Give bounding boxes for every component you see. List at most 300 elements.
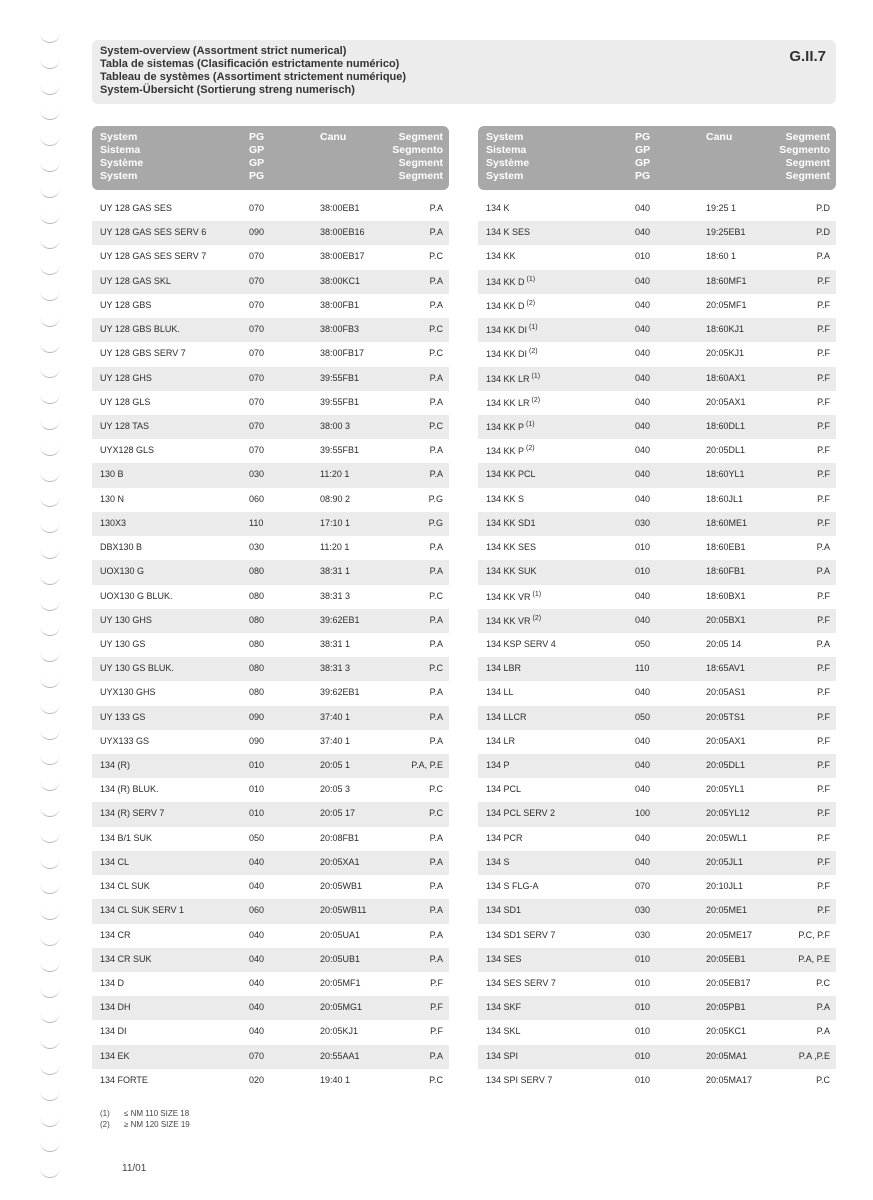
page-code: G.II.7 [789, 48, 826, 65]
cell-pg: 040 [635, 784, 651, 795]
table-row [478, 367, 836, 391]
cell-canu: 20:05AS1 [706, 687, 746, 698]
cell-canu: 08:90 2 [320, 493, 351, 504]
binding-ring [40, 983, 60, 998]
cell-segment: P.F [817, 808, 830, 819]
header-system: System Sistema Système System [486, 131, 530, 182]
cell-pg: 040 [249, 881, 265, 892]
table-row [478, 1020, 836, 1044]
table-row [92, 1069, 449, 1093]
table-row [478, 827, 836, 851]
cell-segment: P.A [429, 905, 443, 916]
cell-canu: 20:05TS1 [706, 711, 746, 722]
cell-pg: 010 [635, 953, 651, 964]
cell-canu: 38:31 3 [320, 663, 351, 674]
table-row [92, 754, 449, 778]
cell-segment: P.A [429, 832, 443, 843]
cell-segment: P.A [429, 687, 443, 698]
cell-system: 134 B/1 SUK [100, 832, 153, 843]
cell-canu: 20:05WL1 [706, 832, 748, 843]
cell-canu: 39:55FB1 [320, 372, 360, 383]
table-row [478, 294, 836, 318]
binding-ring [40, 725, 60, 740]
cell-pg: 010 [635, 251, 651, 262]
table-row [92, 391, 449, 415]
cell-pg: 020 [249, 1074, 265, 1085]
cell-canu: 20:05MA17 [706, 1074, 753, 1085]
binding-ring [40, 854, 60, 869]
cell-segment: P.A [816, 1026, 830, 1037]
cell-system: 130 B [100, 469, 124, 480]
cell-pg: 030 [635, 517, 651, 528]
table-row [92, 875, 449, 899]
table-row [478, 924, 836, 948]
cell-segment: P.F [430, 1002, 443, 1013]
cell-segment: P.F [817, 856, 830, 867]
cell-segment: P.A [816, 251, 830, 262]
cell-pg: 030 [249, 542, 265, 553]
cell-pg: 030 [635, 929, 651, 940]
cell-canu: 20:10JL1 [706, 881, 744, 892]
cell-segment: P.F [817, 517, 830, 528]
cell-canu: 20:05 1 [320, 760, 351, 771]
title-line-de: System-Übersicht (Sortierung streng numerisch) [100, 84, 355, 96]
cell-segment: P.F [817, 275, 830, 286]
cell-system: UY 133 GS [100, 711, 146, 722]
binding-ring [40, 828, 60, 843]
cell-system: 134 KK VR $^{(2)}$ [486, 614, 542, 626]
table-row [92, 294, 449, 318]
cell-canu: 38:00FB17 [320, 348, 365, 359]
cell-pg: 010 [249, 760, 265, 771]
cell-pg: 070 [249, 445, 265, 456]
table-row [92, 706, 449, 730]
cell-pg: 010 [635, 1026, 651, 1037]
footnote-ref: (1) [526, 420, 535, 428]
binding-ring [40, 544, 60, 559]
cell-system: 134 (R) BLUK. [100, 784, 159, 795]
table-row [478, 1069, 836, 1093]
cell-segment: P.G [428, 493, 443, 504]
cell-pg: 040 [635, 493, 651, 504]
cell-system: 134 KK DI $^{(2)}$ [486, 348, 538, 360]
cell-pg: 070 [249, 299, 265, 310]
cell-segment: P.A [816, 566, 830, 577]
table-row [478, 778, 836, 802]
table-row [478, 197, 836, 221]
binding-ring [40, 1008, 60, 1023]
binding-ring [40, 802, 60, 817]
table-row [92, 560, 449, 584]
cell-system: UY 128 GBS BLUK. [100, 324, 180, 335]
cell-segment: P.A [429, 856, 443, 867]
binding-ring [40, 441, 60, 456]
cell-pg: 070 [249, 203, 265, 213]
cell-system: UOX130 G [100, 566, 145, 577]
cell-system: 134 KK D $^{(2)}$ [486, 299, 536, 311]
cell-canu: 20:05AX1 [706, 396, 746, 407]
cell-canu: 18:60MF1 [706, 275, 747, 286]
page-header [92, 40, 836, 104]
cell-canu: 20:05AX1 [706, 735, 746, 746]
footnote: (1) ≤ NM 110 SIZE 18 [100, 1109, 190, 1118]
cell-pg: 040 [635, 348, 651, 359]
cell-segment: P.A [429, 1050, 443, 1061]
cell-system: 134 DI [100, 1026, 127, 1037]
cell-system: 134 SES [486, 953, 522, 964]
cell-segment: P.D [816, 203, 830, 213]
cell-segment: P.A [429, 953, 443, 964]
header-canu: Canu [320, 131, 347, 143]
cell-pg: 040 [249, 1002, 265, 1013]
cell-system: UY 128 GBS SERV 7 [100, 348, 186, 359]
table-row [92, 778, 449, 802]
cell-system: 134 (R) [100, 760, 131, 771]
cell-system: 134 SPI [486, 1050, 519, 1061]
binding-ring [40, 183, 60, 198]
binding-ring [40, 389, 60, 404]
binding-ring [40, 415, 60, 430]
cell-pg: 040 [635, 445, 651, 456]
cell-system: 130 N [100, 493, 125, 504]
table-row [478, 245, 836, 269]
table-row [478, 996, 836, 1020]
table-header [92, 126, 449, 190]
cell-system: 134 SKL [486, 1026, 521, 1037]
cell-segment: P.C, P.F [798, 929, 830, 940]
cell-segment: P.F [817, 614, 830, 625]
table-row [92, 972, 449, 996]
cell-segment: P.F [817, 445, 830, 456]
cell-canu: 20:05MA1 [706, 1050, 748, 1061]
cell-pg: 070 [635, 881, 651, 892]
cell-pg: 010 [249, 808, 265, 819]
binding-ring [40, 1137, 60, 1152]
table-row [478, 560, 836, 584]
title-line-en: System-overview (Assortment strict numerical) [100, 45, 347, 57]
cell-system: 134 CL SUK SERV 1 [100, 905, 185, 916]
binding-ring [40, 621, 60, 636]
cell-canu: 18:60YL1 [706, 469, 745, 480]
table-row [478, 875, 836, 899]
table-row [478, 536, 836, 560]
cell-system: 134 K [486, 203, 510, 213]
cell-pg: 040 [249, 953, 265, 964]
cell-system: 134 EK [100, 1050, 130, 1061]
cell-canu: 20:05EB1 [706, 953, 746, 964]
table-row [478, 391, 836, 415]
cell-canu: 20:05WB1 [320, 881, 363, 892]
cell-segment: P.C [429, 784, 443, 795]
cell-segment: P.F [817, 905, 830, 916]
cell-pg: 100 [635, 808, 651, 819]
cell-pg: 040 [635, 227, 651, 238]
cell-canu: 38:00EB16 [320, 227, 365, 238]
cell-pg: 050 [249, 832, 265, 843]
cell-canu: 20:05 3 [320, 784, 351, 795]
table-row [92, 585, 449, 609]
cell-pg: 030 [635, 905, 651, 916]
cell-system: 134 PCL SERV 2 [486, 808, 556, 819]
cell-canu: 18:60KJ1 [706, 324, 745, 335]
cell-canu: 20:08FB1 [320, 832, 360, 843]
table-row [478, 609, 836, 633]
cell-canu: 18:60BX1 [706, 590, 746, 601]
cell-segment: P.C [429, 1074, 443, 1085]
cell-segment: P.C [429, 324, 443, 335]
cell-pg: 080 [249, 663, 265, 674]
cell-segment: P.C [816, 978, 830, 988]
cell-segment: P.C [429, 663, 443, 674]
cell-pg: 060 [249, 905, 265, 916]
table-row [92, 681, 449, 705]
cell-canu: 20:05MF1 [706, 299, 747, 310]
cell-system: 134 K SES [486, 227, 531, 238]
table-row [478, 899, 836, 923]
cell-system: UY 128 GAS SES SERV 7 [100, 251, 207, 262]
cell-canu: 20:05YL12 [706, 808, 750, 819]
binding-ring [40, 570, 60, 585]
binding-ring [40, 750, 60, 765]
cell-canu: 20:05DL1 [706, 760, 746, 771]
cell-segment: P.A [429, 638, 443, 649]
binding-ring [40, 105, 60, 120]
table-row [478, 802, 836, 826]
header-canu: Canu [706, 131, 733, 143]
footnote-ref: (1) [532, 590, 542, 598]
cell-canu: 19:40 1 [320, 1074, 351, 1085]
cell-system: UY 128 GHS [100, 372, 152, 383]
cell-canu: 38:00FB3 [320, 324, 360, 335]
cell-pg: 040 [635, 372, 651, 383]
cell-system: 134 LBR [486, 663, 522, 674]
cell-system: 134 D [100, 978, 125, 988]
table-row [478, 439, 836, 463]
binding-ring [40, 879, 60, 894]
table-row [478, 754, 836, 778]
cell-segment: P.F [817, 348, 830, 359]
header-pg: PG GP GP PG [635, 131, 651, 182]
cell-canu: 38:31 3 [320, 590, 351, 601]
cell-system: UY 130 GS [100, 638, 146, 649]
cell-pg: 010 [635, 1074, 651, 1085]
cell-system: 134 S FLG-A [486, 881, 539, 892]
cell-pg: 070 [249, 348, 265, 359]
binding-ring [40, 131, 60, 146]
cell-segment: P.F [817, 590, 830, 601]
cell-system: 134 CR [100, 929, 131, 940]
cell-pg: 040 [635, 614, 651, 625]
cell-canu: 38:31 1 [320, 638, 351, 649]
cell-segment: P.A [429, 735, 443, 746]
cell-canu: 18:60ME1 [706, 517, 748, 528]
footnote: (2) ≥ NM 120 SIZE 19 [100, 1120, 190, 1129]
cell-canu: 37:40 1 [320, 711, 351, 722]
cell-system: 134 SPI SERV 7 [486, 1074, 553, 1085]
binding-ring [40, 80, 60, 95]
cell-pg: 070 [249, 396, 265, 407]
cell-system: UYX128 GLS [100, 445, 155, 456]
cell-system: 134 SD1 [486, 905, 522, 916]
cell-system: UY 128 GAS SKL [100, 275, 171, 286]
table-row [478, 1045, 836, 1069]
cell-segment: P.A, P.E [798, 953, 830, 964]
table-row [478, 463, 836, 487]
cell-canu: 20:05 17 [320, 808, 356, 819]
table-row [478, 948, 836, 972]
cell-canu: 18:60JL1 [706, 493, 744, 504]
cell-canu: 38:00KC1 [320, 275, 361, 286]
cell-canu: 18:60EB1 [706, 542, 746, 553]
cell-canu: 11:20 1 [320, 542, 350, 553]
cell-pg: 040 [635, 687, 651, 698]
cell-segment: P.A [429, 372, 443, 383]
table-row [92, 536, 449, 560]
table-row [92, 197, 449, 221]
cell-canu: 20:05UA1 [320, 929, 361, 940]
binding-ring [40, 209, 60, 224]
cell-system: UY 128 GBS [100, 299, 152, 310]
cell-system: 134 KK PCL [486, 469, 536, 480]
cell-system: UY 128 GLS [100, 396, 151, 407]
cell-segment: P.F [817, 469, 830, 480]
cell-system: 134 CL SUK [100, 881, 150, 892]
table-row [92, 996, 449, 1020]
footnote-ref: (2) [529, 348, 538, 356]
cell-canu: 20:05PB1 [706, 1002, 746, 1013]
cell-canu: 39:62EB1 [320, 614, 360, 625]
cell-system: 134 LL [486, 687, 514, 698]
table-row [92, 318, 449, 342]
cell-pg: 070 [249, 372, 265, 383]
cell-canu: 20:05XA1 [320, 856, 360, 867]
cell-canu: 38:00 3 [320, 420, 351, 431]
cell-segment: P.G [428, 517, 443, 528]
cell-segment: P.A [429, 445, 443, 456]
cell-canu: 20:05UB1 [320, 953, 361, 964]
left-table [92, 126, 449, 1093]
cell-segment: P.A [429, 275, 443, 286]
cell-segment: P.F [817, 832, 830, 843]
table-row [478, 585, 836, 609]
cell-system: 134 LLCR [486, 711, 527, 722]
footnote-ref: (2) [526, 299, 536, 307]
cell-pg: 070 [249, 420, 265, 431]
header-pg: PG GP GP PG [249, 131, 265, 182]
cell-segment: P.A [429, 881, 443, 892]
table-row [478, 851, 836, 875]
title-line-es: Tabla de sistemas (Clasificación estrictamente numérico) [100, 58, 400, 70]
binding-ring [40, 286, 60, 301]
table-row [92, 827, 449, 851]
cell-canu: 20:05EB17 [706, 978, 751, 988]
cell-segment: P.F [817, 687, 830, 698]
binding-ring [40, 1060, 60, 1075]
cell-pg: 090 [249, 735, 265, 746]
cell-pg: 090 [249, 711, 265, 722]
cell-system: 134 KSP SERV 4 [486, 638, 556, 649]
table-row [478, 972, 836, 996]
table-row [478, 415, 836, 439]
binding-ring [40, 518, 60, 533]
cell-segment: P.D [816, 227, 830, 238]
cell-canu: 11:20 1 [320, 469, 350, 480]
cell-segment: P.F [817, 663, 830, 674]
cell-pg: 080 [249, 590, 265, 601]
cell-canu: 38:00FB1 [320, 299, 360, 310]
cell-canu: 38:00EB1 [320, 203, 360, 213]
cell-canu: 20:05 14 [706, 638, 742, 649]
cell-segment: P.F [817, 784, 830, 795]
cell-canu: 37:40 1 [320, 735, 351, 746]
table-row [92, 439, 449, 463]
binding-ring [40, 28, 60, 43]
right-table [478, 126, 836, 1093]
table-row [92, 924, 449, 948]
cell-pg: 040 [635, 203, 651, 213]
cell-segment: P.A [429, 227, 443, 238]
cell-system: 134 KK VR $^{(1)}$ [486, 590, 542, 602]
cell-canu: 39:55FB1 [320, 445, 360, 456]
cell-segment: P.A [429, 614, 443, 625]
cell-pg: 080 [249, 566, 265, 577]
binding-ring [40, 492, 60, 507]
cell-canu: 18:60 1 [706, 251, 737, 262]
cell-segment: P.A ,P.E [798, 1050, 830, 1061]
cell-segment: P.A [816, 542, 830, 553]
cell-pg: 070 [249, 1050, 265, 1061]
table-row [478, 730, 836, 754]
cell-system: 134 KK SUK [486, 566, 537, 577]
cell-segment: P.F [817, 881, 830, 892]
cell-segment: P.A [429, 711, 443, 722]
table-row [92, 270, 449, 294]
cell-system: 134 P [486, 760, 510, 771]
cell-segment: P.A [429, 203, 443, 213]
cell-system: 134 KK D $^{(1)}$ [486, 275, 536, 287]
cell-pg: 040 [249, 929, 265, 940]
cell-canu: 38:00EB17 [320, 251, 365, 262]
cell-pg: 070 [249, 275, 265, 286]
page-date: 11/01 [122, 1163, 147, 1174]
binding-ring [40, 54, 60, 69]
cell-system: UY 130 GHS [100, 614, 152, 625]
binding-ring [40, 699, 60, 714]
cell-canu: 18:60DL1 [706, 420, 746, 431]
cell-system: 134 KK SES [486, 542, 537, 553]
cell-canu: 20:05MF1 [320, 978, 361, 988]
cell-canu: 18:60AX1 [706, 372, 746, 383]
cell-system: UY 130 GS BLUK. [100, 663, 174, 674]
cell-canu: 20:05KJ1 [706, 348, 745, 359]
binding-ring [40, 312, 60, 327]
table-row [478, 657, 836, 681]
cell-canu: 19:25 1 [706, 203, 737, 213]
cell-pg: 060 [249, 493, 265, 504]
cell-system: 130X3 [100, 517, 127, 528]
cell-pg: 080 [249, 687, 265, 698]
cell-canu: 20:05ME17 [706, 929, 753, 940]
cell-system: UY 128 TAS [100, 420, 150, 431]
cell-segment: P.F [817, 324, 830, 335]
table-row [92, 851, 449, 875]
binding-ring [40, 647, 60, 662]
cell-pg: 040 [635, 590, 651, 601]
cell-pg: 040 [249, 1026, 265, 1037]
binding-ring [40, 467, 60, 482]
cell-canu: 20:05JL1 [706, 856, 744, 867]
cell-canu: 39:55FB1 [320, 396, 360, 407]
